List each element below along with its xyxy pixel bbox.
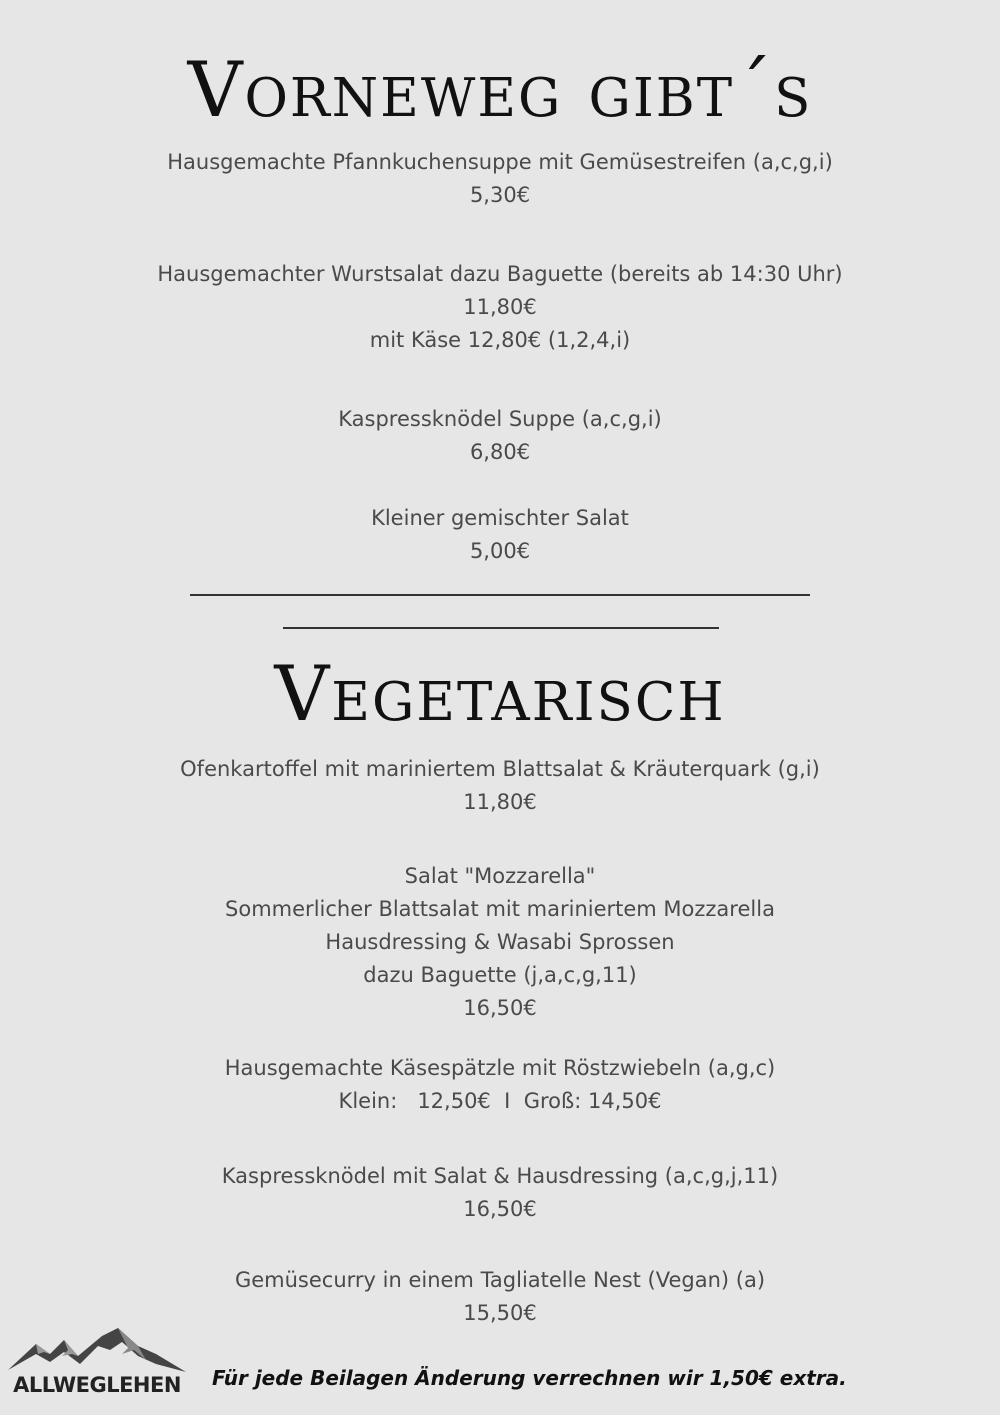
- menu-item-title: Kaspressknödel Suppe (a,c,g,i): [338, 407, 662, 431]
- brand-logo-text: ALLWEGLEHEN: [13, 1373, 181, 1397]
- menu-item-description: dazu Baguette (j,a,c,g,11): [363, 963, 637, 987]
- menu-item-price: 5,30€: [469, 183, 531, 207]
- menu-item: [0, 860, 1000, 1025]
- menu-item-price: 11,80€: [463, 295, 537, 319]
- menu-item-price: 16,50€: [463, 996, 537, 1020]
- menu-item-title: Ofenkartoffel mit mariniertem Blattsalat & Kräuterquark (g,i): [180, 757, 820, 781]
- menu-item: [0, 502, 1000, 568]
- menu-item: [0, 1160, 1000, 1226]
- menu-item: [0, 258, 1000, 357]
- menu-item-title: Gemüsecurry in einem Tagliatelle Nest (Vegan) (a): [234, 1268, 766, 1292]
- menu-item-variant: mit Käse 12,80€ (1,2,4,i): [369, 328, 631, 352]
- menu-item: [0, 1052, 1000, 1118]
- divider-line: [190, 594, 810, 596]
- menu-item-title: Salat "Mozzarella": [404, 864, 596, 888]
- section-heading-vorneweg: Vorneweg gibt´s: [187, 45, 813, 134]
- menu-item-price: 16,50€: [463, 1197, 537, 1221]
- footer-note: Für jede Beilagen Änderung verrechnen wir 1,50€ extra.: [212, 1366, 847, 1390]
- menu-item: [0, 753, 1000, 819]
- menu-item-price: 5,00€: [469, 539, 531, 563]
- menu-item-title: Hausgemachter Wurstsalat dazu Baguette (bereits ab 14:30 Uhr): [157, 262, 843, 286]
- menu-item-title: Kleiner gemischter Salat: [371, 506, 629, 530]
- menu-item-price: 11,80€: [463, 790, 537, 814]
- divider-line: [283, 627, 719, 629]
- menu-item-description: Sommerlicher Blattsalat mit mariniertem Mozzarella: [225, 897, 775, 921]
- menu-item: [0, 146, 1000, 212]
- menu-item-title: Hausgemachte Pfannkuchensuppe mit Gemüsestreifen (a,c,g,i): [167, 150, 833, 174]
- menu-item-price: 15,50€: [463, 1301, 537, 1325]
- menu-item-price: Klein: 12,50€ I Groß: 14,50€: [338, 1089, 662, 1113]
- menu-item-price: 6,80€: [469, 440, 531, 464]
- menu-item-title: Kaspressknödel mit Salat & Hausdressing (a,c,g,j,11): [221, 1164, 779, 1188]
- menu-item-description: Hausdressing & Wasabi Sprossen: [325, 930, 675, 954]
- menu-item-title: Hausgemachte Käsespätzle mit Röstzwiebeln (a,g,c): [224, 1056, 776, 1080]
- section-heading-vegetarisch: Vegetarisch: [274, 649, 726, 738]
- menu-item: [0, 403, 1000, 469]
